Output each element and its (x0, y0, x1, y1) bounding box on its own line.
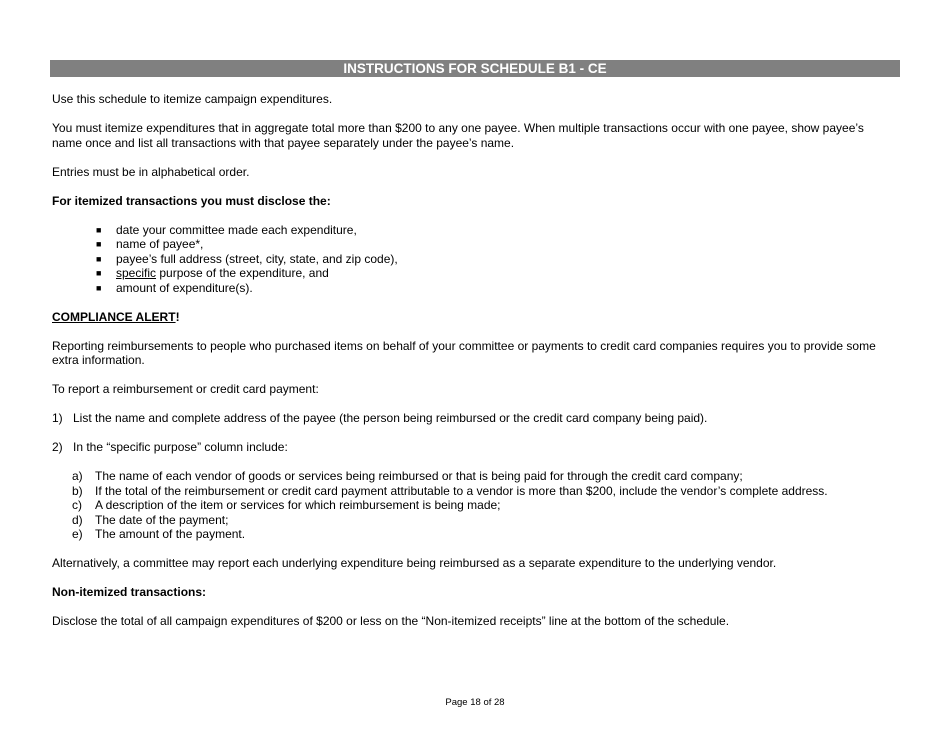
alert-how-to-paragraph: To report a reimbursement or credit card payment: (52, 382, 319, 396)
list-item: c) A description of the item or services for which reimbursement is being made; (72, 498, 501, 512)
section-title-banner: INSTRUCTIONS FOR SCHEDULE B1 - CE (50, 60, 900, 77)
list-item: ■ name of payee*, (96, 237, 204, 251)
list-item: e) The amount of the payment. (72, 527, 246, 541)
list-item: ■ amount of expenditure(s). (96, 280, 253, 295)
underlined-word: specific (116, 266, 157, 280)
list-item: a) The name of each vendor of goods or services being reimbursed or that is being paid for through the credit card company; (72, 469, 743, 483)
list-item: ■ specific purpose of the expenditure, and (96, 266, 329, 280)
square-bullet-icon: ■ (96, 268, 102, 278)
list-item: ■ payee’s full address (street, city, state, and zip code), (96, 251, 398, 266)
disclose-list (52, 223, 892, 296)
square-bullet-icon: ■ (96, 253, 102, 264)
specific-purpose-list (52, 469, 892, 542)
list-item: b) If the total of the reimbursement or credit card payment attributable to a vendor is more than $200, include the vendor’s complete address. (72, 483, 828, 498)
square-bullet-icon: ■ (96, 282, 102, 293)
square-bullet-icon: ■ (96, 224, 102, 235)
step-1: 1) List the name and complete address of the payee (the person being reimbursed or the credit card company being paid). (52, 411, 708, 425)
list-item: ■ date your committee made each expenditure, (96, 222, 357, 237)
itemize-rule-paragraph: You must itemize expenditures that in aggregate total more than $200 to any one payee. When multiple transactions occur with one payee, show payee’s name once and list all transactions with that payee separately under the payee’s name. (52, 121, 864, 150)
step-2: 2) In the “specific purpose” column include: (52, 440, 288, 454)
intro-paragraph: Use this schedule to itemize campaign expenditures. (52, 92, 333, 106)
compliance-alert-heading: COMPLIANCE ALERT! (52, 309, 180, 324)
order-rule-paragraph: Entries must be in alphabetical order. (52, 164, 250, 179)
page-number: Page 18 of 28 (445, 697, 505, 708)
list-item: d) The date of the payment; (72, 512, 229, 527)
non-itemized-heading: Non-itemized transactions: (52, 585, 207, 599)
alert-paragraph: Reporting reimbursements to people who purchased items on behalf of your committee or payments to credit card companies requires you to provide some extra information. (52, 338, 876, 367)
alternative-paragraph: Alternatively, a committee may report each underlying expenditure being reimbursed as a separate expenditure to the underlying vendor. (52, 556, 777, 570)
instructions-body (52, 92, 892, 629)
square-bullet-icon: ■ (96, 239, 102, 249)
disclose-heading: For itemized transactions you must disclose the: (52, 193, 331, 208)
non-itemized-paragraph: Disclose the total of all campaign expenditures of $200 or less on the “Non-itemized receipts” line at the bottom of the schedule. (52, 614, 730, 628)
